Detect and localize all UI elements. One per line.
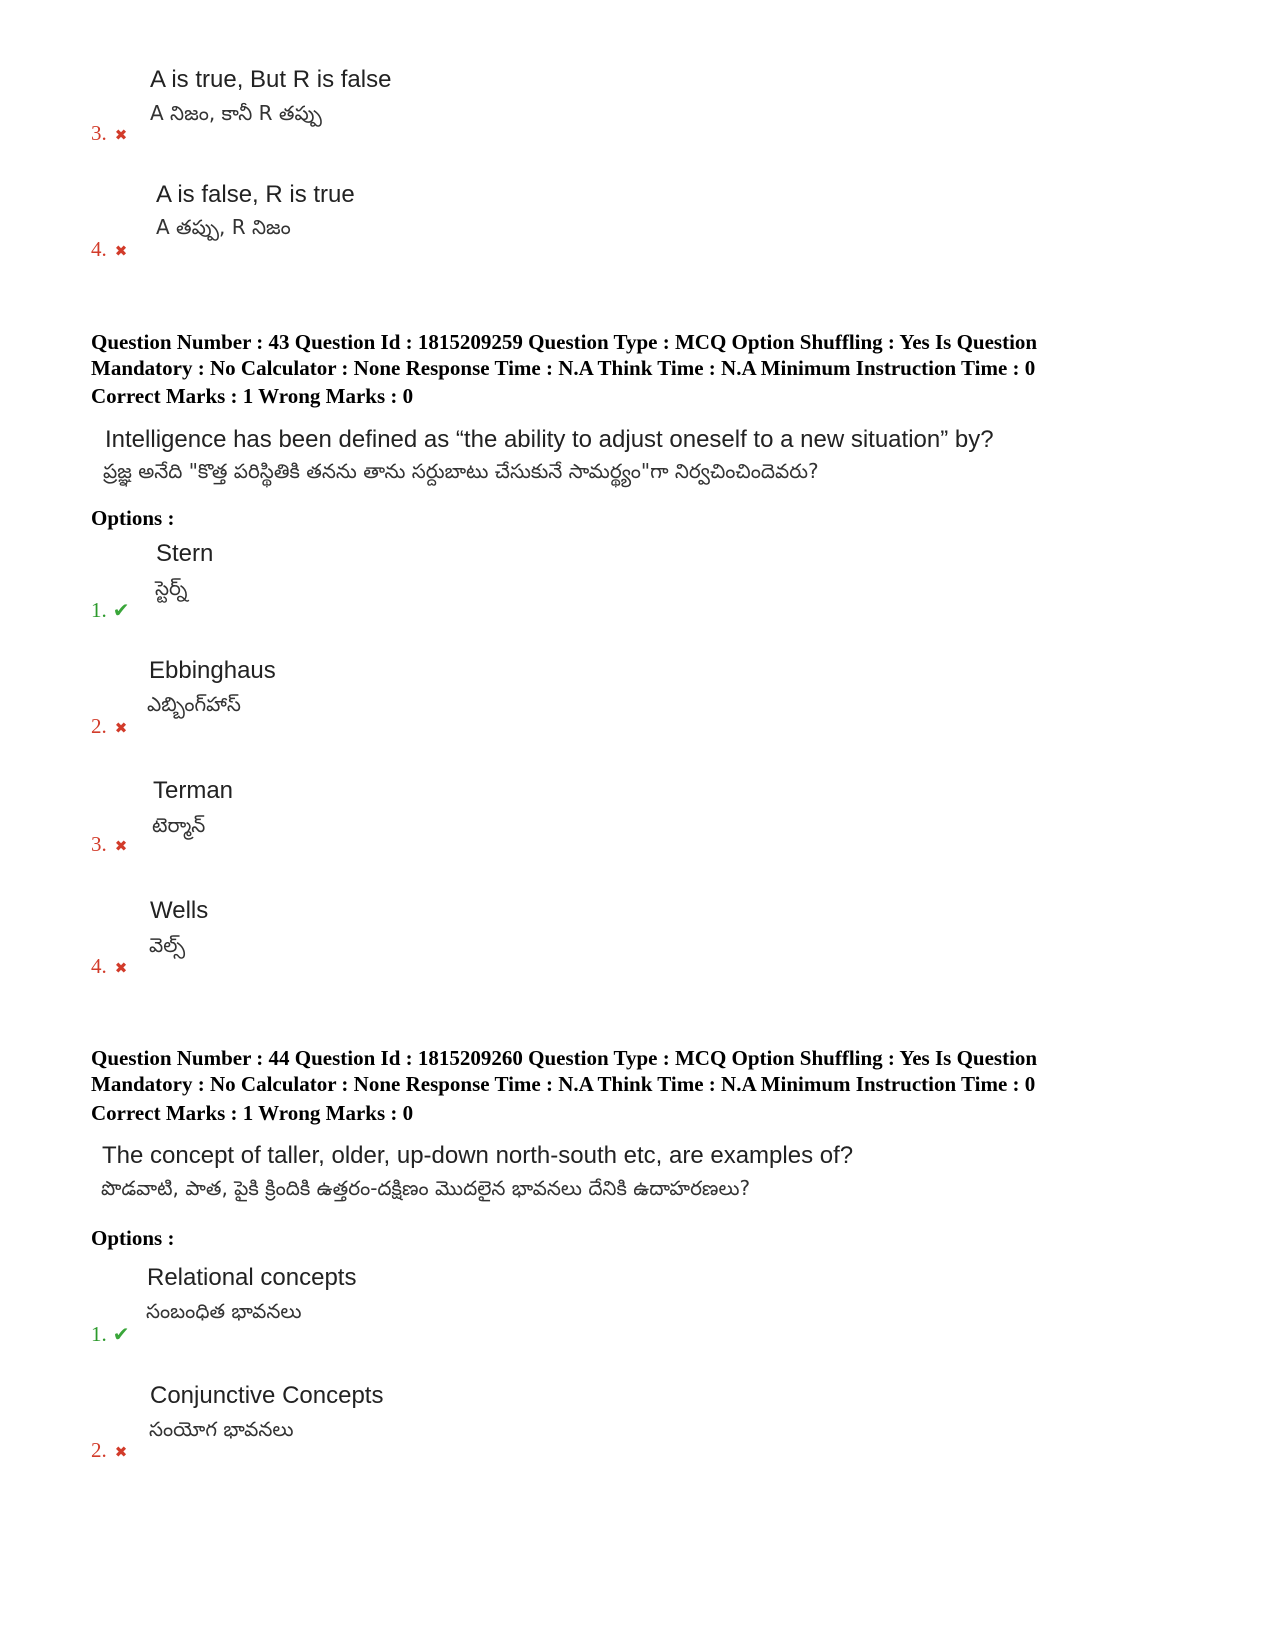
option-number: 2. ✖: [91, 1438, 128, 1462]
option-number: 1. ✔: [91, 598, 130, 622]
option-number: 1. ✔: [91, 1322, 130, 1346]
question-meta-line1: Question Number : 44 Question Id : 1815209260 Question Type : MCQ Option Shuffling : Yes Is Question: [91, 1046, 1038, 1070]
option-text-te: A నిజం, కానీ R తప్పు: [150, 101, 322, 125]
cross-icon: ✖: [114, 959, 128, 977]
question-meta: [91, 329, 1191, 381]
option-text-en: A is true, But R is false: [150, 66, 392, 93]
question-text-en: The concept of taller, older, up-down north-south etc, are examples of?: [102, 1142, 854, 1169]
question-meta-line2: Mandatory : No Calculator : None Response Time : N.A Think Time : N.A Minimum Instruction Time : 0: [91, 356, 1036, 380]
option-number: 3. ✖: [91, 121, 128, 145]
cross-icon: ✖: [114, 1443, 128, 1461]
question-text-en: Intelligence has been defined as “the ability to adjust oneself to a new situation” by?: [105, 426, 994, 453]
option-text-en: Wells: [150, 897, 209, 924]
option-number: 2. ✖: [91, 714, 128, 738]
option-text-te: సంయోగ భావనలు: [149, 1417, 294, 1441]
options-label: Options :: [91, 506, 175, 530]
check-icon: ✔: [112, 598, 130, 622]
option-text-te: ఎబ్బింగ్‌హాస్: [147, 692, 241, 716]
check-icon: ✔: [112, 1322, 130, 1346]
question-meta-line1: Question Number : 43 Question Id : 1815209259 Question Type : MCQ Option Shuffling : Yes Is Question: [91, 330, 1038, 354]
question-meta-line2: Mandatory : No Calculator : None Response Time : N.A Think Time : N.A Minimum Instruction Time : 0: [91, 1072, 1036, 1096]
question-marks: Correct Marks : 1 Wrong Marks : 0: [91, 1101, 414, 1125]
option-number: 3. ✖: [91, 832, 128, 856]
question-text-te: పొడవాటి, పాత, పైకి క్రిందికి ఉత్తరం-దక్షిణం మొదలైన భావనలు దేనికి ఉదాహరణలు?: [101, 1176, 751, 1200]
option-number: 4. ✖: [91, 237, 128, 261]
cross-icon: ✖: [114, 126, 128, 144]
option-text-en: Ebbinghaus: [149, 657, 276, 684]
option-text-te: టెర్మాన్: [152, 813, 206, 837]
cross-icon: ✖: [114, 837, 128, 855]
question-text-te: ప్రజ్ఞ అనేది "కొత్త పరిస్థితికి తనను తాను సర్దుబాటు చేసుకునే సామర్థ్యం"గా నిర్వచించిందెవరు?: [103, 459, 819, 483]
option-text-te: స్టెర్న్: [155, 576, 188, 600]
cross-icon: ✖: [114, 242, 128, 260]
option-text-en: Terman: [153, 777, 234, 804]
option-number: 4. ✖: [91, 954, 128, 978]
question-marks: Correct Marks : 1 Wrong Marks : 0: [91, 384, 414, 408]
option-text-te: సంబంధిత భావనలు: [146, 1299, 302, 1323]
option-text-te: వెల్స్: [149, 933, 186, 957]
option-text-en: Conjunctive Concepts: [150, 1382, 384, 1409]
option-text-en: Relational concepts: [147, 1264, 357, 1291]
option-text-te: A తప్పు, R నిజం: [156, 215, 291, 239]
options-label: Options :: [91, 1226, 175, 1250]
question-meta: [91, 1045, 1191, 1097]
option-text-en: A is false, R is true: [156, 181, 355, 208]
cross-icon: ✖: [114, 719, 128, 737]
option-text-en: Stern: [156, 540, 214, 567]
